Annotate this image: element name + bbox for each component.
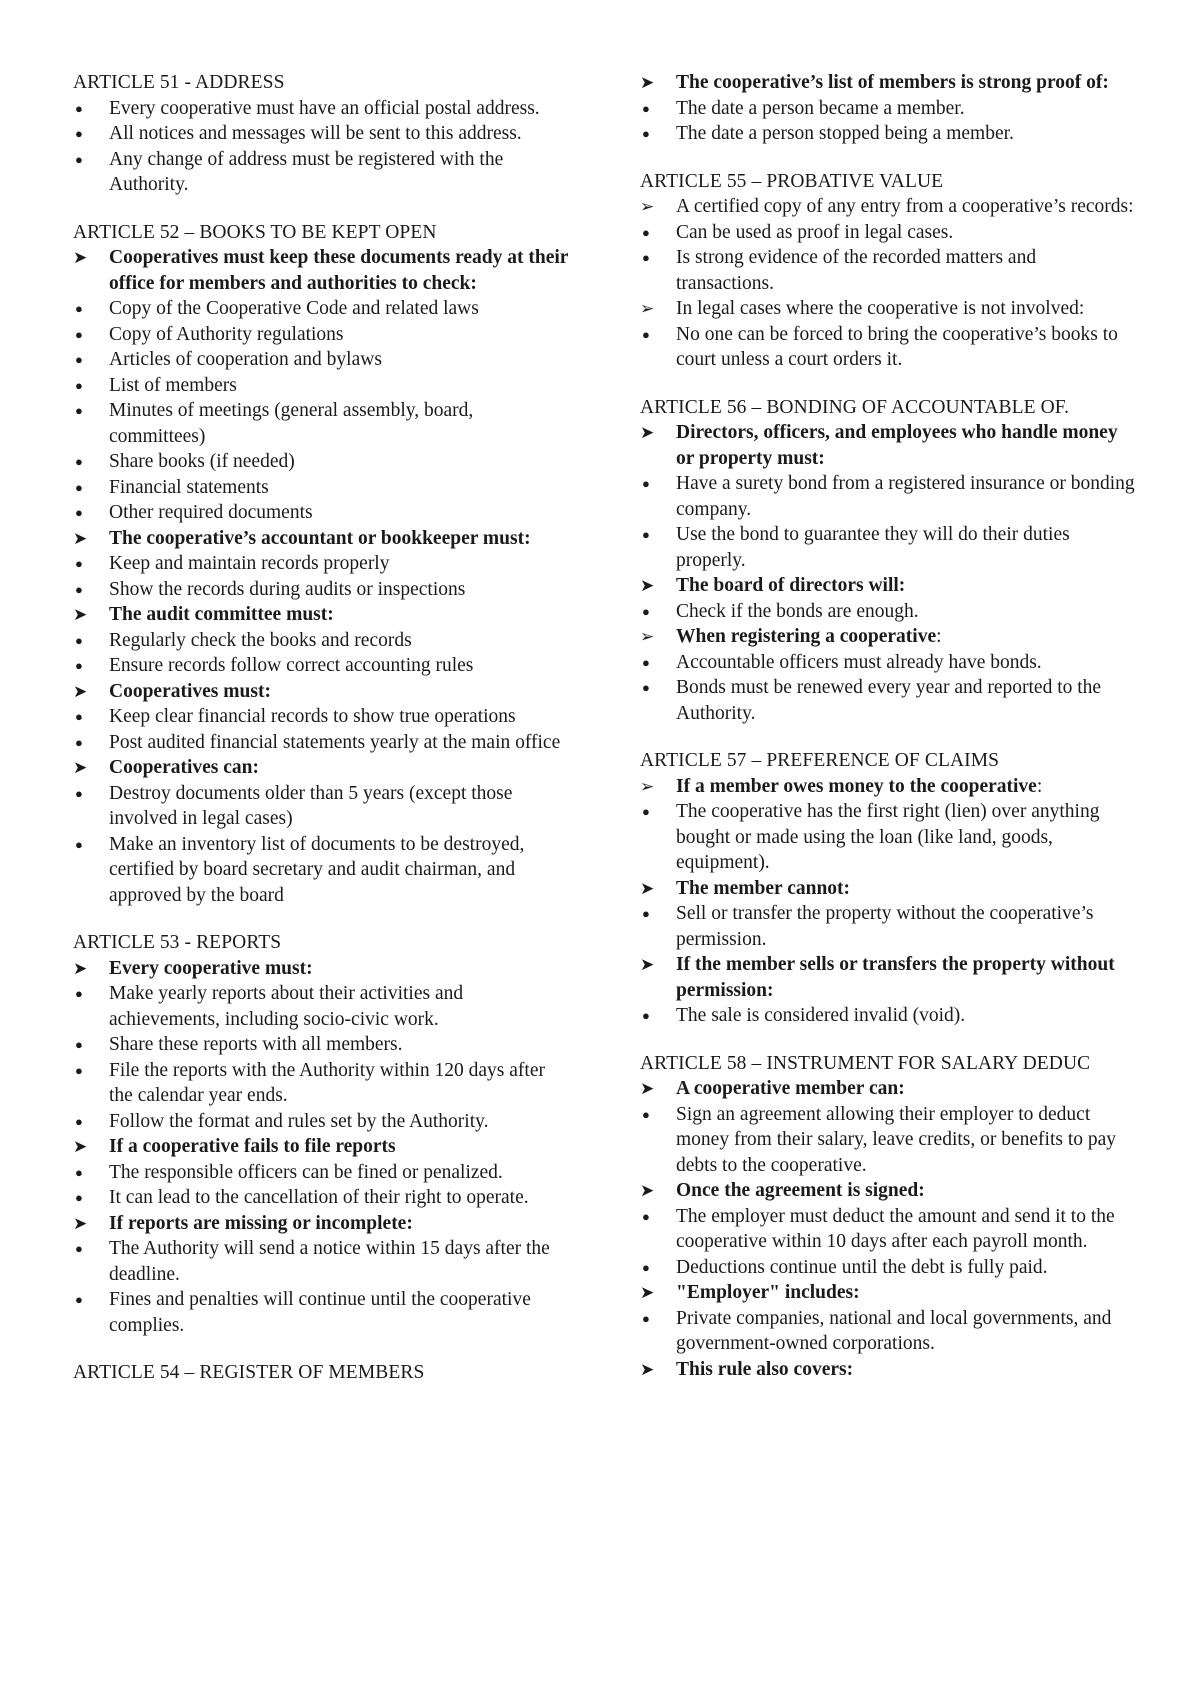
filled-arrow-icon: ➤ [640, 1283, 655, 1302]
bullet-dot-icon: ● [642, 100, 650, 116]
article-heading: ARTICLE 56 – BONDING OF ACCOUNTABLE OF. [640, 396, 1070, 418]
bullet-point [640, 220, 1135, 246]
point-text: Accountable officers must already have bonds. [676, 651, 1042, 673]
point-text: Copy of Authority regulations [109, 323, 344, 345]
point-text: A cooperative member can: [676, 1078, 905, 1099]
bullet-dot-icon: ● [642, 1208, 650, 1224]
bullet-point [73, 296, 573, 322]
article-section-article-55-probative-value [640, 169, 1135, 373]
article-heading: ARTICLE 54 – REGISTER OF MEMBERS [73, 1362, 425, 1383]
bullet-point [73, 1287, 573, 1338]
bullet-point [640, 322, 1135, 373]
arrow-point [73, 956, 573, 982]
bullet-point [73, 981, 573, 1032]
point-text: The date a person stopped being a member. [676, 123, 1014, 144]
filled-arrow-icon: ➤ [73, 958, 88, 978]
bullet-dot-icon: ● [75, 1062, 83, 1078]
point-text: The audit committee must: [109, 604, 334, 625]
bullet-dot-icon: ● [75, 632, 83, 648]
point-text: The responsible officers can be fined or penalized. [109, 1161, 503, 1183]
bullet-dot-icon: ● [642, 126, 650, 141]
arrow-point [73, 602, 573, 628]
point-text: Show the records during audits or inspections [109, 578, 466, 600]
article-heading: ARTICLE 53 - REPORTS [73, 932, 282, 953]
article-section-article-57-preference-of-claims [640, 748, 1135, 1029]
bullet-point [640, 245, 1135, 296]
arrow-point [640, 774, 1135, 800]
point-text: Cooperatives must keep these documents ready at their office for members and authorities to check: [109, 247, 569, 294]
bullet-point [73, 1236, 573, 1287]
filled-arrow-icon: ➤ [640, 1359, 655, 1379]
bullet-point [640, 650, 1135, 676]
arrow-point [640, 194, 1135, 220]
bullet-point [640, 799, 1135, 876]
article-section-article-58-instrument-for-salary-deduc [640, 1051, 1135, 1383]
point-text: The cooperative’s list of members is strong proof of: [676, 72, 1109, 93]
point-text: Have a surety bond from a registered insurance or bonding company. [676, 473, 1135, 520]
arrow-point [73, 679, 573, 705]
point-text: Private companies, national and local governments, and government-owned corporations. [676, 1307, 1112, 1354]
point-text: Share books (if needed) [109, 451, 295, 472]
filled-arrow-icon: ➤ [640, 1079, 655, 1098]
bullet-dot-icon: ● [642, 1106, 650, 1122]
filled-arrow-icon: ➤ [640, 73, 655, 92]
bullet-dot-icon: ● [642, 680, 650, 695]
point-text: The employer must deduct the amount and send it to the cooperative within 10 days after each payroll month. [676, 1205, 1115, 1252]
bullet-dot-icon: ● [75, 836, 83, 852]
bullet-point [73, 1160, 573, 1186]
arrow-point [640, 1357, 1135, 1383]
arrow-point [73, 1211, 573, 1237]
bullet-dot-icon: ● [75, 479, 83, 495]
point-text: Any change of address must be registered with the Authority. [109, 148, 504, 195]
article-heading: ARTICLE 51 - ADDRESS [73, 72, 285, 93]
bullet-point [640, 599, 1135, 625]
bullet-dot-icon: ● [642, 224, 650, 240]
article-section-continued [640, 70, 1135, 147]
point-text: Is strong evidence of the recorded matters and transactions. [676, 247, 1037, 294]
point-text: A certified copy of any entry from a cooperative’s records: [676, 196, 1134, 217]
point-text: Use the bond to guarantee they will do their duties properly. [676, 524, 1070, 571]
bullet-point [73, 653, 573, 679]
point-text: Copy of the Cooperative Code and related laws [109, 298, 479, 319]
point-text: Regularly check the books and records [109, 629, 412, 651]
point-text: Check if the bonds are enough. [676, 600, 919, 622]
point-text: Share these reports with all members. [109, 1034, 403, 1055]
filled-arrow-icon: ➤ [73, 1213, 88, 1233]
point-text: The board of directors will: [676, 575, 906, 596]
bullet-point [73, 1109, 573, 1135]
point-text: "Employer" includes: [676, 1282, 860, 1303]
bullet-dot-icon: ● [75, 505, 83, 520]
point-text: File the reports with the Authority within 120 days after the calendar year ends. [109, 1059, 545, 1106]
bullet-dot-icon: ● [75, 352, 83, 367]
bullet-dot-icon: ● [75, 377, 83, 393]
bullet-point [73, 121, 573, 147]
bullet-dot-icon: ● [75, 581, 83, 597]
bullet-dot-icon: ● [642, 906, 650, 921]
bullet-dot-icon: ● [642, 1259, 650, 1275]
point-text: Post audited financial statements yearly at the main office [109, 731, 561, 753]
filled-arrow-icon: ➤ [73, 605, 88, 624]
bullet-dot-icon: ● [75, 785, 83, 801]
bullet-dot-icon: ● [75, 1241, 83, 1256]
bullet-dot-icon: ● [75, 301, 83, 316]
point-text: List of members [109, 374, 237, 396]
bullet-point [640, 901, 1135, 952]
filled-arrow-icon: ➤ [640, 955, 655, 974]
point-text [676, 776, 1042, 797]
point-text: This rule also covers: [676, 1358, 854, 1380]
bullet-dot-icon: ● [75, 986, 83, 1001]
bullet-dot-icon: ● [75, 454, 83, 469]
article-heading: ARTICLE 58 – INSTRUMENT FOR SALARY DEDUC [640, 1052, 1091, 1074]
point-rest-text: : [936, 626, 942, 647]
bullet-point [73, 832, 573, 909]
bullet-point [73, 96, 573, 122]
point-text: Financial statements [109, 476, 269, 498]
bullet-point [73, 373, 573, 399]
article-section-article-54-register-of-members [73, 1360, 573, 1386]
bullet-point [640, 96, 1135, 122]
point-text: Destroy documents older than 5 years (except those involved in legal cases) [109, 782, 513, 829]
bullet-point [640, 1204, 1135, 1255]
bullet-point [640, 1003, 1135, 1029]
point-text: Keep clear financial records to show true operations [109, 706, 516, 727]
bullet-dot-icon: ● [642, 476, 650, 491]
filled-arrow-icon: ➤ [640, 576, 655, 595]
article-section-article-52-books-to-be-kept-open [73, 220, 573, 909]
bullet-point [73, 347, 573, 373]
point-text [676, 626, 942, 647]
bullet-point [640, 1102, 1135, 1179]
point-text: Other required documents [109, 502, 313, 523]
outline-arrow-icon: ➢ [640, 627, 655, 646]
arrow-point [640, 624, 1135, 650]
bullet-dot-icon: ● [642, 527, 650, 542]
point-text: The cooperative’s accountant or bookkeeper must: [109, 527, 531, 549]
bullet-point [73, 704, 573, 730]
bullet-dot-icon: ● [642, 804, 650, 819]
bullet-dot-icon: ● [642, 1008, 650, 1023]
arrow-point [640, 573, 1135, 599]
arrow-point [73, 755, 573, 781]
arrow-point [640, 952, 1135, 1003]
bullet-dot-icon: ● [642, 326, 650, 342]
arrow-point [640, 1076, 1135, 1102]
left-column [73, 70, 573, 1408]
article-heading: ARTICLE 52 – BOOKS TO BE KEPT OPEN [73, 221, 437, 243]
point-text: Follow the format and rules set by the Authority. [109, 1110, 489, 1132]
bullet-point [73, 398, 573, 449]
bullet-dot-icon: ● [75, 403, 83, 418]
bullet-point [73, 730, 573, 756]
bullet-point [73, 1032, 573, 1058]
bullet-point [73, 551, 573, 577]
filled-arrow-icon: ➤ [73, 758, 88, 777]
point-text: In legal cases where the cooperative is not involved: [676, 298, 1085, 319]
bullet-point [73, 577, 573, 603]
point-text: The member cannot: [676, 877, 851, 899]
point-text: Cooperatives can: [109, 757, 260, 778]
point-text: If a cooperative fails to file reports [109, 1136, 396, 1157]
bullet-point [73, 147, 573, 198]
bullet-point [73, 1058, 573, 1109]
bullet-dot-icon: ● [75, 1113, 83, 1129]
point-text: Can be used as proof in legal cases. [676, 221, 954, 243]
point-lead-text: If a member owes money to the cooperative [676, 775, 1037, 797]
outline-arrow-icon: ➢ [640, 299, 655, 318]
filled-arrow-icon: ➤ [73, 1137, 88, 1156]
right-column [640, 70, 1135, 1404]
arrow-point [640, 70, 1135, 96]
bullet-point [73, 322, 573, 348]
bullet-dot-icon: ● [75, 326, 83, 342]
bullet-point [640, 1255, 1135, 1281]
point-text: Cooperatives must: [109, 680, 271, 702]
arrow-point [640, 1178, 1135, 1204]
point-text: Make an inventory list of documents to be destroyed, certified by board secretary and audit chairman, and approved by the board [109, 833, 525, 906]
filled-arrow-icon: ➤ [73, 528, 88, 548]
bullet-point [73, 781, 573, 832]
filled-arrow-icon: ➤ [640, 1181, 655, 1200]
point-text: It can lead to the cancellation of their right to operate. [109, 1187, 529, 1208]
bullet-dot-icon: ● [642, 603, 650, 619]
point-text: If reports are missing or incomplete: [109, 1212, 413, 1234]
bullet-dot-icon: ● [642, 250, 650, 265]
bullet-dot-icon: ● [75, 151, 83, 167]
bullet-dot-icon: ● [75, 1292, 83, 1307]
bullet-point [640, 675, 1135, 726]
article-heading: ARTICLE 55 – PROBATIVE VALUE [640, 170, 944, 192]
point-text: Deductions continue until the debt is fully paid. [676, 1256, 1048, 1278]
outline-arrow-icon: ➢ [640, 197, 655, 216]
point-text: The cooperative has the first right (lien) over anything bought or made using the loan (like land, goods, equipment). [676, 801, 1100, 873]
bullet-point [640, 1306, 1135, 1357]
bullet-dot-icon: ● [75, 658, 83, 673]
bullet-dot-icon: ● [75, 709, 83, 724]
point-text: Bonds must be renewed every year and reported to the Authority. [676, 677, 1102, 724]
point-text: Every cooperative must have an official postal address. [109, 97, 540, 119]
filled-arrow-icon: ➤ [73, 681, 88, 701]
filled-arrow-icon: ➤ [640, 878, 655, 898]
arrow-point [73, 1134, 573, 1160]
point-text: Minutes of meetings (general assembly, board, committees) [109, 400, 474, 447]
arrow-point [73, 526, 573, 552]
point-text: Sell or transfer the property without the cooperative’s permission. [676, 903, 1094, 950]
point-text: Directors, officers, and employees who handle money or property must: [676, 422, 1118, 469]
point-text: Ensure records follow correct accounting rules [109, 655, 474, 676]
bullet-point [73, 1185, 573, 1211]
point-text: Make yearly reports about their activities and achievements, including socio-civic work. [109, 983, 464, 1030]
point-text: Every cooperative must: [109, 957, 313, 979]
bullet-dot-icon: ● [75, 126, 83, 141]
filled-arrow-icon: ➤ [73, 248, 88, 267]
point-text: All notices and messages will be sent to this address. [109, 123, 522, 144]
point-text: Fines and penalties will continue until the cooperative complies. [109, 1289, 531, 1336]
point-lead-text: When registering a cooperative [676, 626, 937, 647]
point-rest-text: : [1036, 775, 1043, 797]
bullet-dot-icon: ● [642, 654, 650, 670]
point-text: The Authority will send a notice within 15 days after the deadline. [109, 1238, 550, 1285]
outline-arrow-icon: ➢ [640, 776, 655, 796]
arrow-point [640, 296, 1135, 322]
article-section-article-56-bonding-of-accountable-of [640, 395, 1135, 727]
point-text: Once the agreement is signed: [676, 1180, 925, 1201]
arrow-point [640, 876, 1135, 902]
bullet-point [640, 121, 1135, 147]
point-text: If the member sells or transfers the property without permission: [676, 954, 1115, 1001]
bullet-point [73, 500, 573, 526]
arrow-point [640, 420, 1135, 471]
point-text: Sign an agreement allowing their employer to deduct money from their salary, leave credits, or benefits to pay debts to the cooperative. [676, 1103, 1117, 1176]
point-text: No one can be forced to bring the cooperative’s books to court unless a court orders it. [676, 323, 1118, 370]
article-section-article-53-reports [73, 930, 573, 1338]
bullet-point [640, 471, 1135, 522]
bullet-dot-icon: ● [75, 556, 83, 571]
filled-arrow-icon: ➤ [640, 423, 655, 442]
bullet-dot-icon: ● [75, 100, 83, 116]
bullet-point [73, 628, 573, 654]
arrow-point [73, 245, 573, 296]
point-text: Articles of cooperation and bylaws [109, 349, 382, 370]
bullet-point [640, 522, 1135, 573]
point-text: The sale is considered invalid (void). [676, 1005, 966, 1026]
bullet-point [73, 475, 573, 501]
bullet-point [73, 449, 573, 475]
bullet-dot-icon: ● [75, 1190, 83, 1205]
point-text: Keep and maintain records properly [109, 553, 390, 574]
bullet-dot-icon: ● [75, 734, 83, 750]
article-heading: ARTICLE 57 – PREFERENCE OF CLAIMS [640, 750, 1000, 771]
bullet-dot-icon: ● [75, 1037, 83, 1052]
arrow-point [640, 1280, 1135, 1306]
bullet-dot-icon: ● [75, 1164, 83, 1180]
point-text: The date a person became a member. [676, 97, 965, 119]
article-section-article-51-address [73, 70, 573, 198]
bullet-dot-icon: ● [642, 1310, 650, 1326]
